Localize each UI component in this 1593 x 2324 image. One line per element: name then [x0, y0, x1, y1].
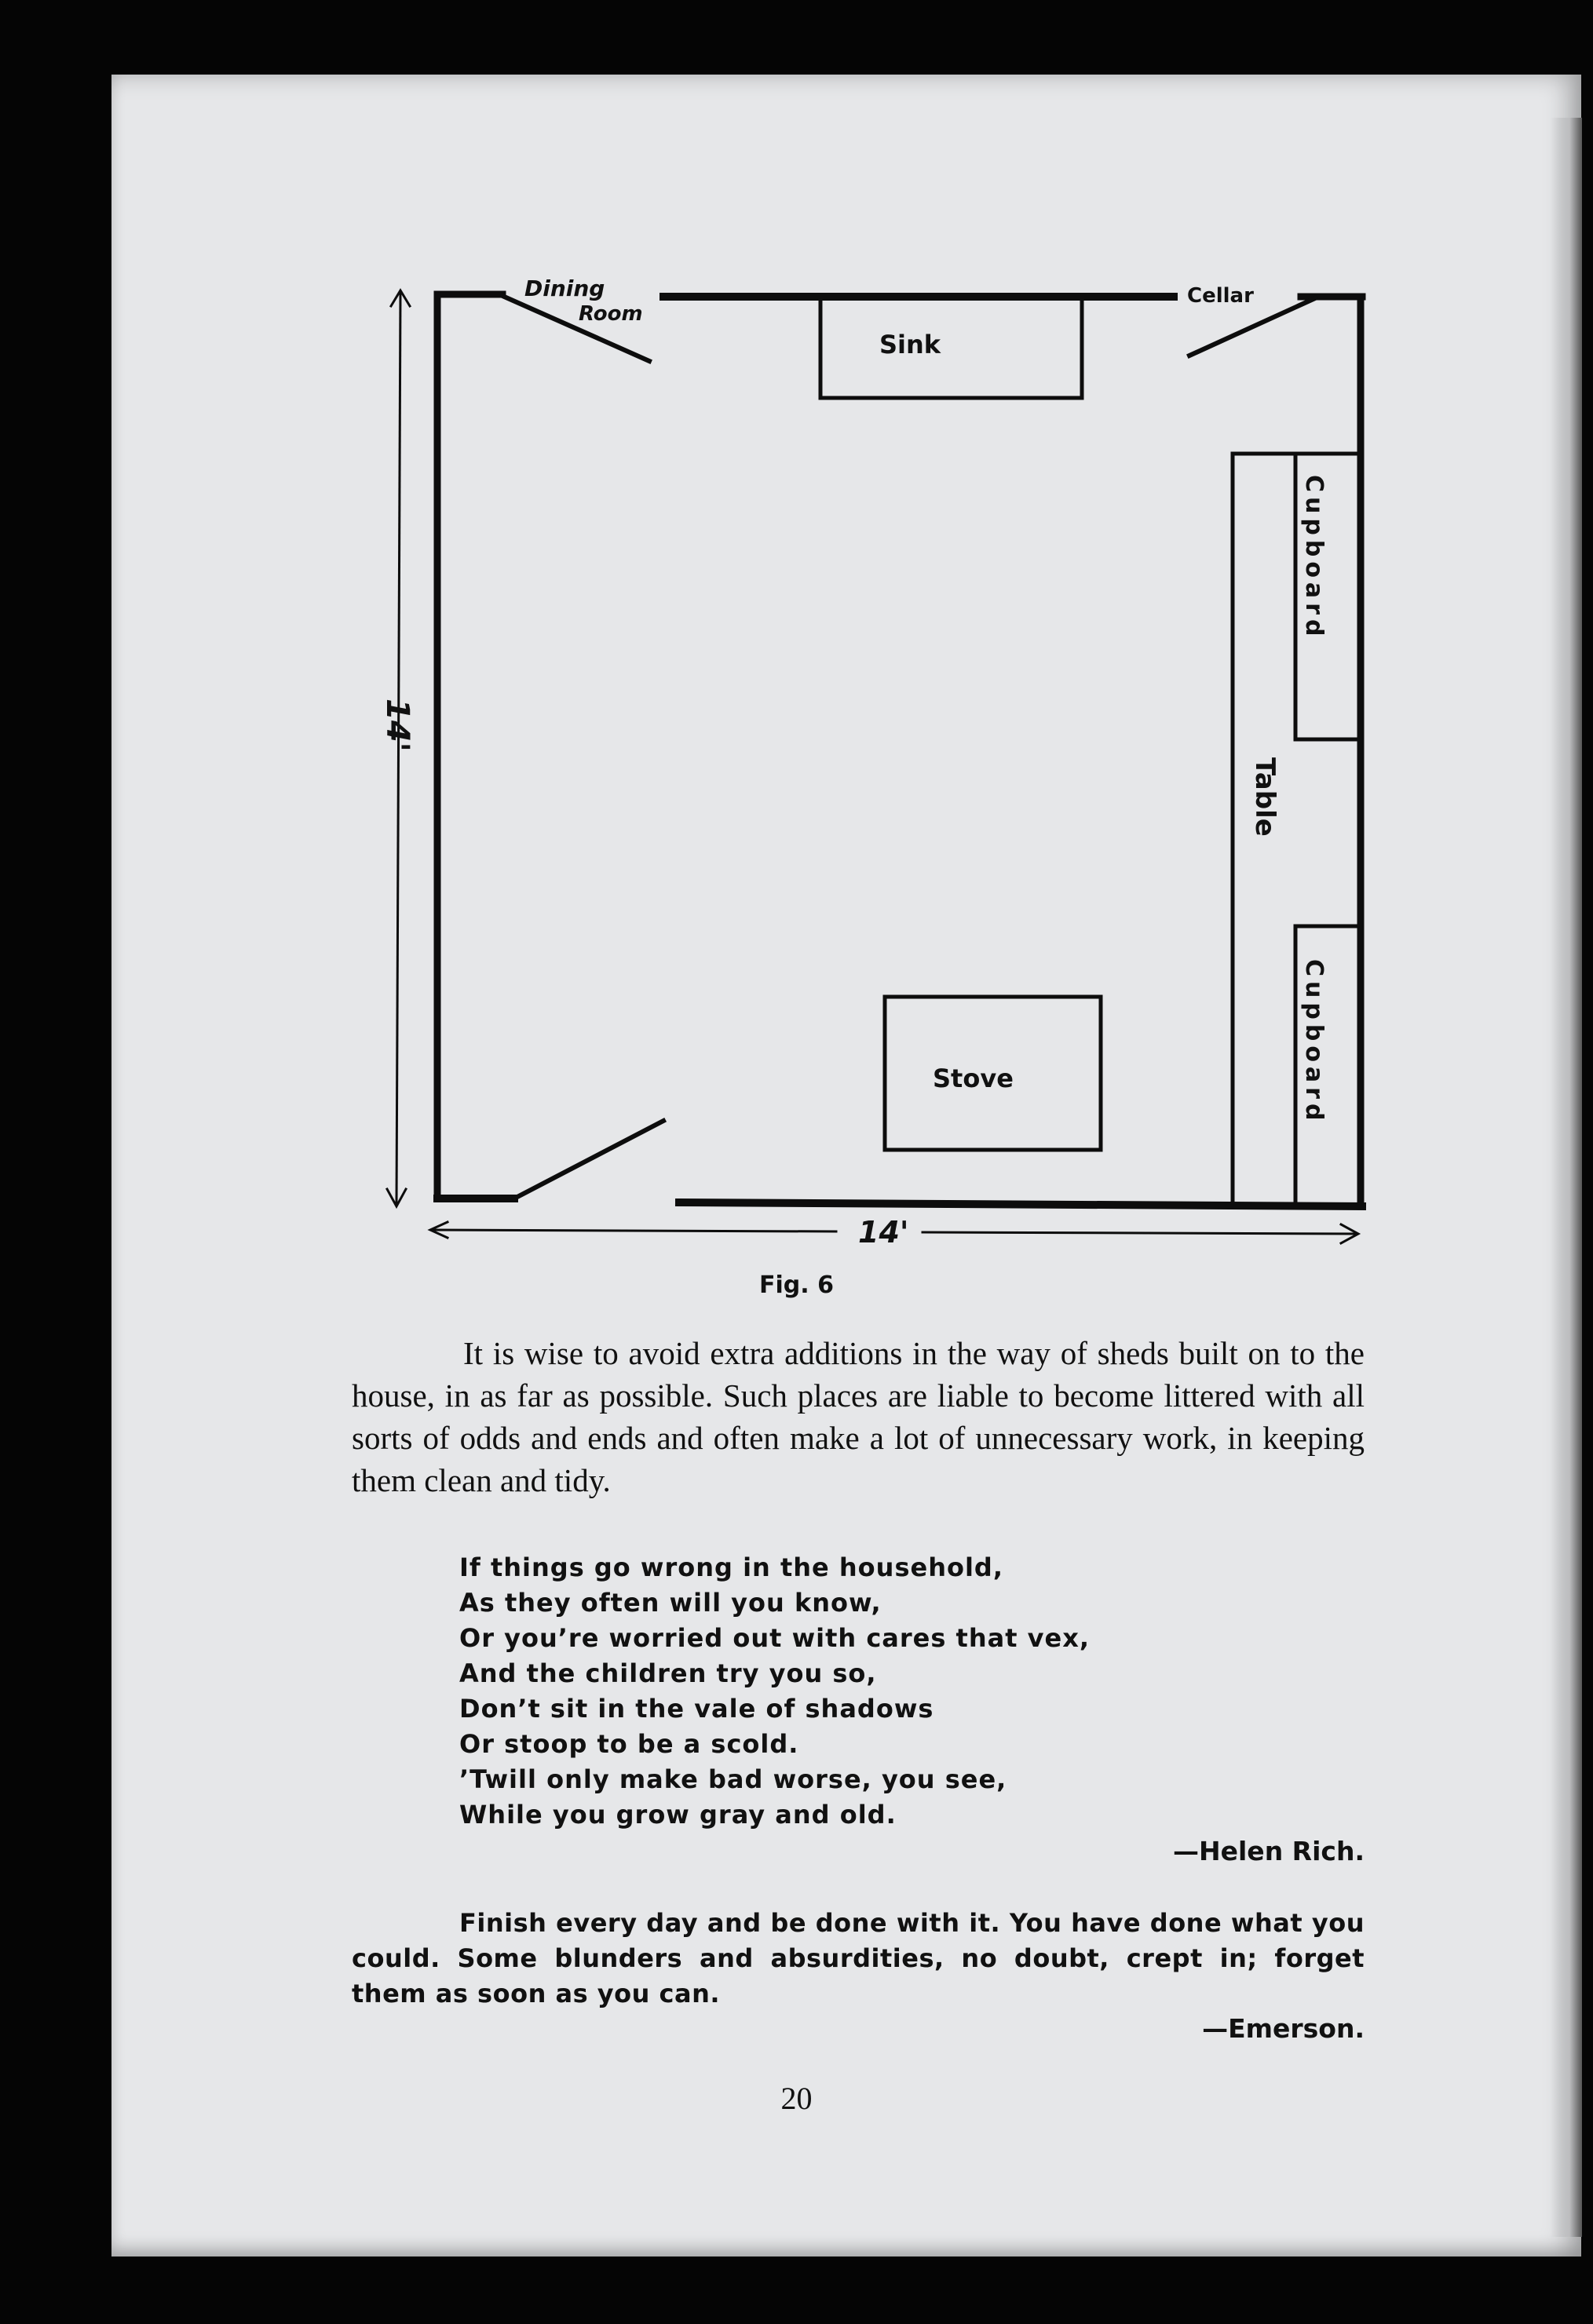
page-number: 20 [780, 2081, 813, 2116]
poem-line: And the children try you so, [459, 1658, 877, 1688]
sink-outline [820, 301, 1082, 398]
height-dimension-label: 14' [379, 699, 415, 752]
poem-line: If things go wrong in the household, [459, 1552, 1003, 1582]
poem-line: Don’t sit in the vale of shadows [459, 1694, 934, 1724]
dimension-line-horizontal-right [923, 1232, 1357, 1234]
poem [459, 1550, 1090, 1833]
figure-caption: Fig. 6 [759, 1271, 834, 1299]
cellar-label: Cellar [1187, 284, 1254, 308]
poem-line: Or you’re worried out with cares that vex, [459, 1623, 1091, 1653]
width-dimension-label: 14' [858, 1215, 909, 1250]
table-label: Table [1249, 757, 1281, 837]
poem-line: Or stoop to be a scold. [459, 1729, 799, 1759]
body-paragraph: It is wise to avoid extra additions in the way of sheds built on to the house, in as far as possible. Such places are liable to become littered with all sorts of odds and ends and often make a lot of unnecessary work, in keeping them clean and tidy. [352, 1335, 1365, 1498]
cupboard-top-label: Cupboard [1300, 475, 1328, 641]
dimension-line-horizontal-left [432, 1230, 836, 1231]
wall-bottom-main [679, 1202, 1362, 1206]
poem-line: ’Twill only make bad worse, you see, [459, 1764, 1007, 1794]
poem-line: As they often will you know, [459, 1588, 882, 1618]
stove-label: Stove [933, 1063, 1014, 1093]
cupboard-bottom-label: Cupboard [1300, 959, 1328, 1126]
sink-label: Sink [879, 330, 941, 359]
door-bottom-left [514, 1121, 663, 1198]
dining-room-label-line1: Dining [524, 275, 605, 301]
quote-attribution: —Emerson. [1202, 2013, 1365, 2044]
poem-attribution: —Helen Rich. [1173, 1836, 1365, 1866]
dining-room-label-line2: Room [579, 302, 643, 326]
emerson-quote: Finish every day and be done with it. You have done what you could. Some blunders and absurdities, no doubt, crept in; forget them as soon as you can. [352, 1908, 1365, 2008]
poem-line: While you grow gray and old. [459, 1800, 897, 1830]
